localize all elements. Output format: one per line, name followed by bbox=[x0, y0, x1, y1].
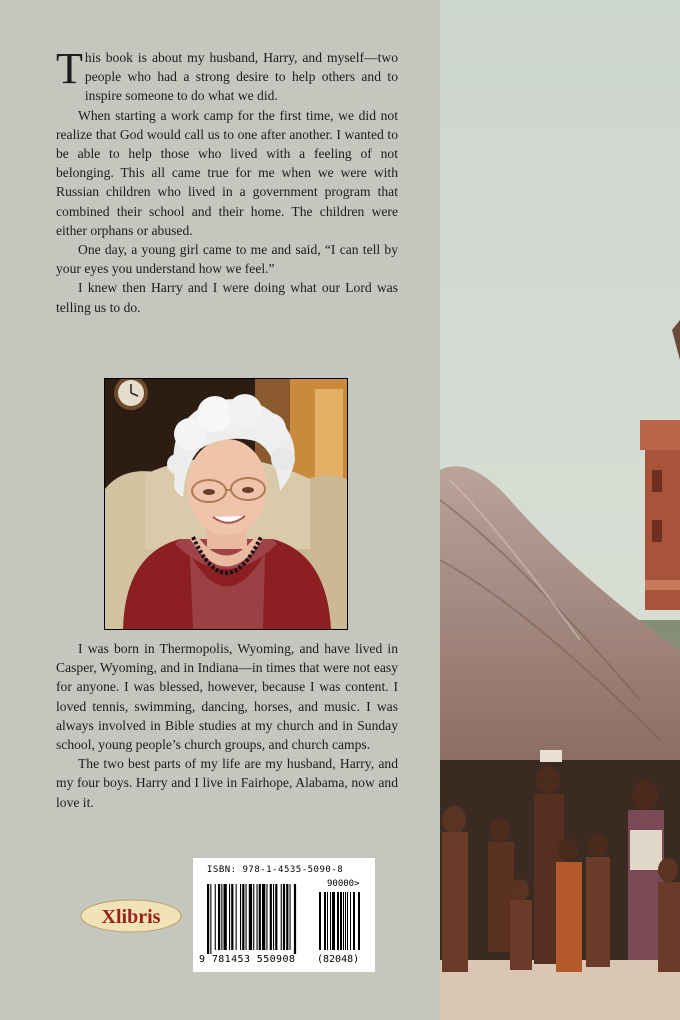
barcode-bar bbox=[229, 884, 230, 950]
bio-paragraph: I was born in Thermopolis, Wyoming, and have lived in Casper, Wyoming, and in Indiana—in times that were not easy for anyone. I was blessed, however, because I was content. I loved tennis, swimming, dancing, horses, and music. I was always involved in Bible studies at my church and in Sunday school, young people’s church groups, and church camps. bbox=[56, 641, 398, 753]
addon-digits: (82048) bbox=[317, 954, 360, 965]
barcode-bar bbox=[221, 884, 222, 950]
blurb-text bbox=[56, 44, 398, 317]
blurb-paragraph: I knew then Harry and I were doing what our Lord was telling us to do. bbox=[56, 280, 398, 315]
barcode-addon-bar bbox=[353, 892, 355, 950]
barcode-addon-bar bbox=[345, 892, 346, 950]
bio-paragraph: The two best parts of my life are my husband, Harry, and my four boys. Harry and I live in Fairhope, Alabama, now and love it. bbox=[56, 756, 398, 810]
barcode-addon-bar bbox=[358, 892, 360, 950]
barcode-bar bbox=[242, 884, 244, 950]
barcode-bar bbox=[257, 884, 258, 950]
barcode-bar bbox=[294, 884, 296, 954]
barcode-bar bbox=[210, 884, 211, 954]
barcode-bar bbox=[290, 884, 291, 950]
blurb-paragraph-text: his book is about my husband, Harry, and myself—two people who had a strong desire to help others and to inspire someone to do what we did. bbox=[84, 50, 398, 104]
barcode-addon-bar bbox=[327, 892, 328, 950]
barcode-addon-bar bbox=[340, 892, 342, 950]
barcode-bar bbox=[266, 884, 267, 950]
barcode-addon-bar bbox=[337, 892, 339, 950]
barcode-bar bbox=[275, 884, 277, 950]
author-portrait-illustration bbox=[105, 379, 347, 629]
barcode-bar bbox=[224, 884, 227, 950]
barcode-bar bbox=[231, 884, 233, 950]
blurb-paragraph: When starting a work camp for the first time, we did not realize that God would call us to one after another. I wanted to be able to help those who lived with a feeling of not belonging. This all came true for me when we were with Russian children who lived in a government program that combined their school and their home. The children were either orphans or abused. bbox=[56, 107, 398, 238]
drop-cap: T bbox=[56, 44, 83, 93]
barcode-bar bbox=[207, 884, 209, 954]
barcode-bar bbox=[253, 884, 254, 950]
ean-digits: 9 781453 550908 bbox=[199, 954, 296, 965]
front-spine-photo bbox=[440, 0, 680, 1020]
barcode-bar bbox=[286, 884, 288, 950]
xlibris-logo-graphic bbox=[79, 896, 183, 936]
barcode-bar bbox=[262, 884, 265, 950]
barcode-bar bbox=[283, 884, 285, 950]
barcode-addon-bar bbox=[343, 892, 344, 950]
barcode-addon-bar bbox=[330, 892, 331, 950]
barcode-bar bbox=[270, 884, 272, 950]
barcode-bar bbox=[246, 884, 247, 950]
barcode-bar bbox=[218, 884, 220, 950]
barcode-addon-bar bbox=[350, 892, 351, 950]
blurb-paragraph bbox=[56, 44, 398, 106]
barcode-addon-bar bbox=[319, 892, 321, 950]
barcode-bar bbox=[215, 884, 216, 950]
barcode-bar bbox=[259, 884, 261, 950]
isbn-barcode bbox=[193, 858, 375, 972]
barcode-bar bbox=[281, 884, 282, 950]
barcode-addon-bar bbox=[324, 892, 326, 950]
barcode-bar bbox=[236, 884, 237, 950]
barcode-bar bbox=[273, 884, 274, 950]
blurb-paragraph: One day, a young girl came to me and said, “I can tell by your eyes you understand how we feel.” bbox=[56, 242, 398, 277]
barcode-addon-bar bbox=[347, 892, 348, 950]
village-photo-illustration bbox=[440, 0, 680, 1020]
author-bio bbox=[56, 639, 398, 812]
isbn-label: ISBN: 978-1-4535-5090-8 bbox=[207, 865, 344, 875]
price-code: 90000> bbox=[327, 879, 360, 889]
barcode-bar bbox=[240, 884, 241, 950]
publisher-logo bbox=[79, 896, 183, 936]
author-photo bbox=[104, 378, 348, 630]
publisher-logo-text: Xlibris bbox=[101, 906, 161, 928]
barcode-bar bbox=[249, 884, 252, 950]
barcode-addon-bar bbox=[332, 892, 335, 950]
